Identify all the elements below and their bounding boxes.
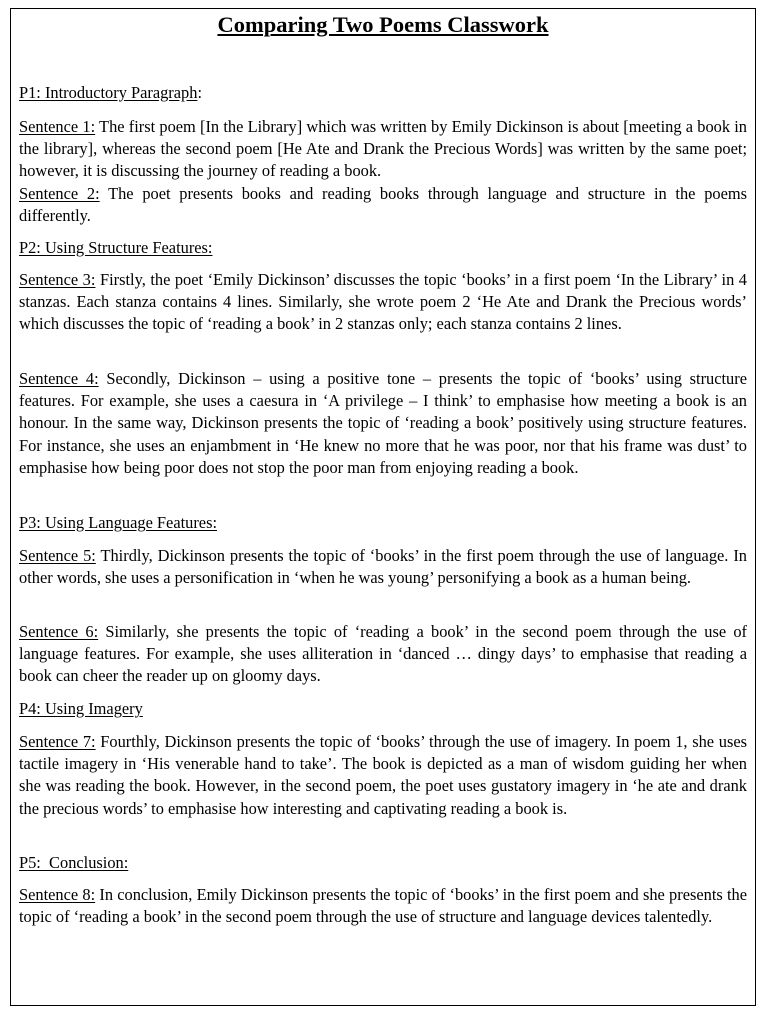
sentence-3 <box>19 269 747 336</box>
paragraph-p5 <box>19 884 747 928</box>
sentence-text: Firstly, the poet ‘Emily Dickinson’ discusses the topic ‘books’ in a first poem ‘In the Library’ in 4 stanzas. Each stanza contains 4 lines. Similarly, she wrote poem 2 ‘He Ate and Drank the Precious words’ which discusses the topic of ‘reading a book’ in 2 stanzas only; each stanza contains 2 lines. <box>19 270 747 334</box>
section-heading-p4: P4: Using Imagery <box>19 699 143 718</box>
sentence-text: Secondly, Dickinson – using a positive tone – presents the topic of ‘books’ using structure features. For example, she uses a caesura in ‘A privilege – I think’ to emphasise how meeting a book is an honour. In the same way, Dickinson presents the topic of ‘reading a book’ positively using structure features. For instance, she uses an enjambment in ‘He knew no more that he was poor, nor that his frame was dust’ to emphasise how being poor does not stop the poor man from enjoying reading a book. <box>19 369 747 477</box>
sentence-2 <box>19 183 747 227</box>
section-heading-p2: P2: Using Structure Features: <box>19 238 213 257</box>
sentence-text: The poet presents books and reading books through language and structure in the poems differently. <box>19 183 747 225</box>
sentence-5 <box>19 545 747 589</box>
sentence-text: Thirdly, Dickinson presents the topic of ‘books’ in the first poem through the use of language. In other words, she uses a personification in ‘when he was young’ personifying a book as a human being. <box>19 546 747 588</box>
sentence-label: Sentence 1: <box>19 117 96 136</box>
sentence-label: Sentence 7: <box>19 732 96 751</box>
sentence-label: Sentence 2: <box>19 183 100 203</box>
document-title: Comparing Two Poems Classwork <box>217 12 549 37</box>
section-heading-p3: P3: Using Language Features: <box>19 513 218 532</box>
paragraph-p2-2 <box>19 368 747 479</box>
sentence-label: Sentence 5: <box>19 546 96 565</box>
sentence-text: In conclusion, Emily Dickinson presents the topic of ‘books’ in the first poem and she presents the topic of ‘reading a book’ in the second poem through the use of structure and language devices talentedly. <box>19 885 747 927</box>
sentence-label: Sentence 3: <box>19 270 96 289</box>
paragraph-p1 <box>19 116 747 227</box>
sentence-text: Fourthly, Dickinson presents the topic of ‘books’ through the use of imagery. In poem 1, she uses tactile imagery in ‘His venerable hand to take’. The book is depicted as a man of wisdom guiding her when she was reading the book. However, in the second poem, the poet uses gustatory imagery in ‘he ate and drank the precious words’ to emphasise how interesting and captivating reading a book is. <box>19 732 747 818</box>
paragraph-p3-2 <box>19 621 747 688</box>
paragraph-p4 <box>19 731 747 820</box>
sentence-label: Sentence 8: <box>19 885 96 904</box>
sentence-8 <box>19 884 747 928</box>
sentence-label: Sentence 6: <box>19 622 99 641</box>
section-heading-p5: P5: Conclusion: <box>19 853 129 872</box>
sentence-7 <box>19 731 747 820</box>
sentence-text: The first poem [In the Library] which was written by Emily Dickinson is about [meeting a book in the library], whereas the second poem [He Ate and Drank the Precious Words] was written by the same poet; however, it is discussing the journey of reading a book. <box>19 117 748 181</box>
sentence-text: Similarly, she presents the topic of ‘reading a book’ in the second poem through the use of language features. For example, she uses alliteration in ‘danced … dingy days’ to emphasise that reading a book can cheer the reader up on gloomy days. <box>19 622 747 686</box>
section-heading-p1: P1: Introductory Paragraph: <box>19 83 202 102</box>
paragraph-p2-1 <box>19 269 747 336</box>
sentence-4 <box>19 368 747 479</box>
paragraph-p3-1 <box>19 545 747 589</box>
sentence-6 <box>19 621 747 688</box>
sentence-1 <box>19 116 747 183</box>
sentence-label: Sentence 4: <box>19 369 99 388</box>
